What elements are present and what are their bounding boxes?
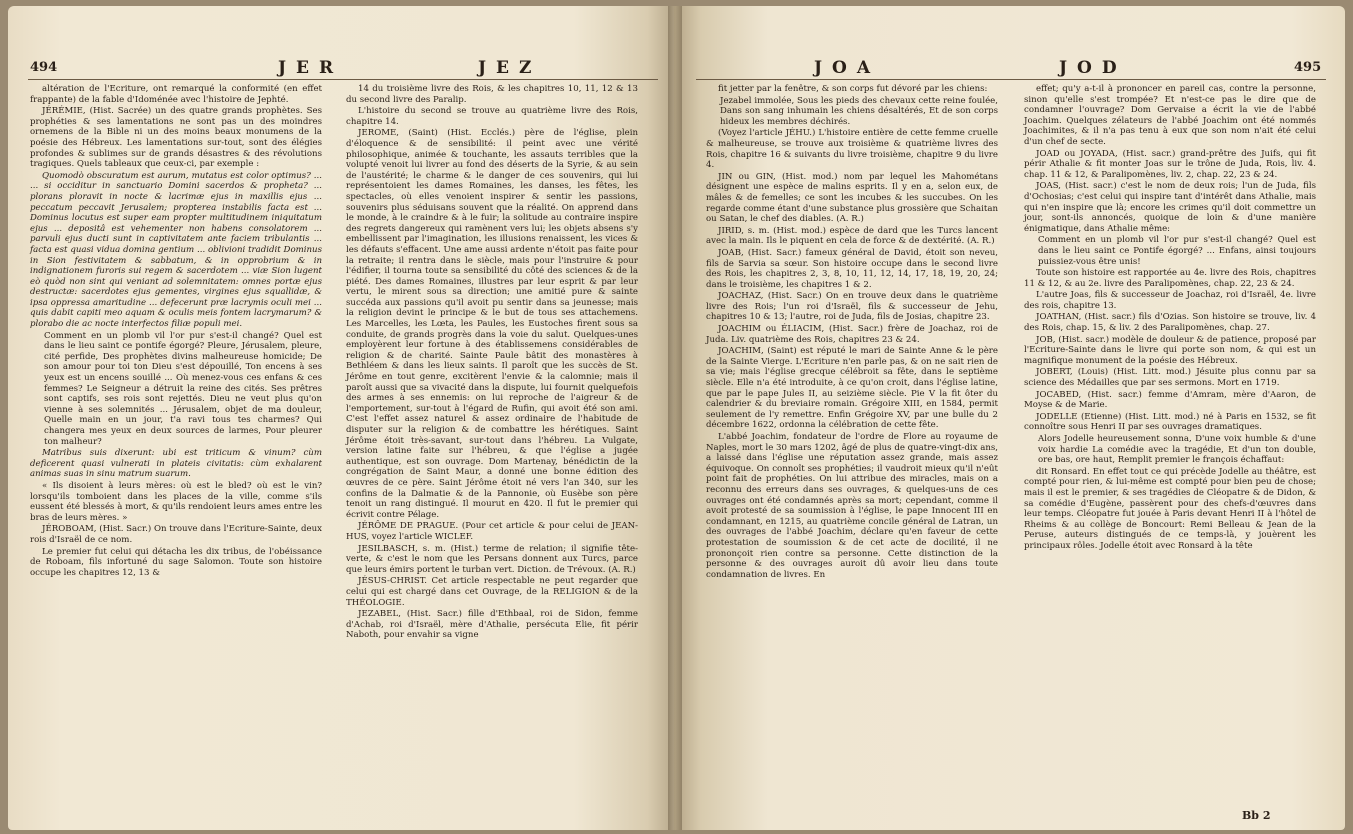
paragraph: JOACHIM, (Saint) est réputé le mari de Sainte Anne & le père de la Sainte Vierge. L'Ecriture n'en parle pas, & on ne sait rien de sa vie; mais l'église grecque célébroit sa fête, dans le septième siècle. Elle n'a été introduite, à ce qu'on croit, dans l'église latine, que par le pape Jules II, au seizième siècle. Pie V la fit ôter du calendrier & du breviaire romain. Grégoire XIII, en 1584, permit seulement de l'y remettre. Enfin Grégoire XV, par une bulle du 2 décembre 1622, ordonna la célébration de cette fête. bbox=[706, 346, 998, 431]
book-gutter bbox=[668, 6, 682, 830]
paragraph: L'autre Joas, fils & successeur de Joachaz, roi d'Israël, 4e. livre des rois, chapitre 13. bbox=[1024, 290, 1316, 311]
left-column-2 bbox=[346, 84, 638, 642]
book-spread bbox=[8, 6, 1345, 830]
right-running-head-2: JOD bbox=[1059, 58, 1127, 78]
paragraph: JÉROBOAM, (Hist. Sacr.) On trouve dans l'Ecriture-Sainte, deux rois d'Israël de ce nom. bbox=[30, 524, 322, 545]
paragraph: altération de l'Ecriture, ont remarqué la conformité (en effet frappante) de la fable d'Idoménée avec l'histoire de Jephté. bbox=[30, 84, 322, 105]
paragraph: fit jetter par la fenêtre, & son corps fut dévoré par les chiens: bbox=[718, 84, 988, 94]
paragraph: JOAD ou JOYADA, (Hist. sacr.) grand-prêtre des Juifs, qui fit périr Athalie & fit monter Joas sur le trône de Juda, Rois, liv. 4. chap. 11 & 12, & Paralipomènes, liv. 2, chap. 22, 23 & 24. bbox=[1024, 148, 1316, 180]
paragraph: Jezabel immolée, Sous les pieds des chevaux cette reine foulée, Dans son sang inhumain les chiens désaltérés, Et de son corps hideux les membres déchirés. bbox=[720, 95, 998, 127]
right-column-1 bbox=[706, 84, 998, 581]
paragraph: JEROME, (Saint) (Hist. Ecclés.) père de l'église, plein d'éloquence & de sensibilité: il peint avec une vérité philosophique, animée & touchante, les assauts terribles que la volupté venoit lui livrer au fond des déserts de la Syrie, & au sein de l'austérité; le charme & le danger de ces souvenirs, qui lui représentoient les dames Romaines, les danses, les fêtes, les spectacles, où elles venoient inspirer & sentir les passions, souvenirs plus séduisans souvent que la réalité. On apprend dans le monde, à le craindre & à le fuir; la solitude au contraire inspire des regrets dangereux qui ramènent vers lui; les objets absens s'y embellissent par l'imagination, les illusions renaissent, les vices & les défauts s'effacent. Une ame aussi ardente n'étoit pas faite pour la retraite; il rentra dans le siècle, mais pour l'instruire & pour l'édifier, il tourna toute sa sensibilité du côté des sciences & de la piété. Des dames Romaines, illustres par leur esprit & par leur vertu, le mirent sous sa direction; une amitié pure & sainte succéda aux passions qu'il avoit pu sentir dans sa jeunesse; mais la religion devint le principe & le but de tous ses attachemens. Les Marcelles, les Lœta, les Paules, les Eustoches firent sous sa conduite, de grands progrès dans la voie du salut. Quelques-unes employèrent leur fortune à des établissemens considérables de religion & de charité. Sainte Paule bâtit des monastères à Bethléem & dans les lieux saints. Il paroît que les succès de St. Jérôme en tout genre, excitèrent l'envie & la calomnie; mais il paroît aussi que sa vivacité dans la dispute, lui fournit quelquefois des armes à ses ennemis: on lui reproche de l'aigreur & de l'emportement, sur-tout à l'égard de Rufin, qui avoit été son ami. C'est l'effet assez naturel & assez ordinaire de l'habitude de disputer sur la religion & de combattre les hérétiques. Saint Jérôme étoit très-savant, sur-tout dans l'hébreu. La Vulgate, version latine faite sur l'hébreu, & que l'église a jugée authentique, est son ouvrage. Dom Martenay, bénédictin de la congrégation de Saint Maur, a donné une bonne édition des œuvres de ce père. Saint Jérôme étoit né vers l'an 340, sur les confins de la Dalmatie & de la Pannonie, où Eusèbe son père tenoit un rang distingué. Il mourut en 420. Il fut le premier qui écrivit contre Pélage. bbox=[346, 128, 638, 520]
paragraph: 14 du troisième livre des Rois, & les chapitres 10, 11, 12 & 13 du second livre des Paralip. bbox=[346, 84, 638, 105]
paragraph: JÉRÔME DE PRAGUE. (Pour cet article & pour celui de JEAN-HUS, voyez l'article WICLEF. bbox=[346, 521, 638, 542]
left-header-rule bbox=[28, 79, 658, 80]
paragraph: JOACHIM ou ÉLIACIM, (Hist. Sacr.) frère de Joachaz, roi de Juda. Liv. quatrième des Rois, chapitres 23 & 24. bbox=[706, 324, 998, 345]
paragraph: JOBERT, (Louis) (Hist. Litt. mod.) Jésuite plus connu par sa science des Médailles que par ses sermons. Mort en 1719. bbox=[1024, 367, 1316, 389]
paragraph: effet; qu'y a-t-il à prononcer en pareil cas, contre la personne, sinon qu'elle s'est trompée? Et n'est-ce pas le dire que de condamner l'ouvrage? Dom Gervaise a écrit la vie de l'abbé Joachim. Quelques zélateurs de l'abbé Joachim ont été nommés Joachimites, & il n'a pas tenu à eux que son nom n'ait été celui d'un chef de secte. bbox=[1024, 84, 1316, 147]
right-header-rule bbox=[696, 79, 1326, 80]
left-column-1 bbox=[30, 84, 322, 579]
right-running-head-1: JOA bbox=[814, 58, 881, 78]
signature-mark: Bb 2 bbox=[1242, 809, 1271, 822]
left-page-number: 494 bbox=[30, 60, 58, 75]
paragraph: JEZABEL, (Hist. Sacr.) fille d'Ethbaal, roi de Sidon, femme d'Achab, roi d'Israël, mère d'Athalie, persécuta Elie, fit périr Naboth, pour envahir sa vigne bbox=[346, 609, 638, 641]
paragraph: JOACHAZ, (Hist. Sacr.) On en trouve deux dans le quatrième livre des Rois; l'un roi d'Israël, fils & successeur de Jehu, chapitres 10 & 13; l'autre, roi de Juda, fils de Josias, chapitre 23. bbox=[706, 291, 998, 323]
paragraph: JOCABED, (Hist. sacr.) femme d'Amram, mère d'Aaron, de Moyse & de Marie. bbox=[1024, 389, 1316, 411]
paragraph: L'abbé Joachim, fondateur de l'ordre de Flore au royaume de Naples, mort le 30 mars 1202, âgé de plus de quatre-vingt-dix ans, a laissé dans l'église une réputation assez grande, mais assez équivoque. On connoît ses prophéties; il vaudroit mieux qu'il n'eût point fait de prophéties. On lui attribue des miracles, mais on a reconnu des erreurs dans ses ouvrages, & quelques-uns de ces ouvrages ont été condamnés après sa mort; cependant, comme il avoit protesté de sa soumission à l'église, le pape Innocent III en condamnant, en 1215, au quatrième concile général de Latran, un des ouvrages de l'abbé Joachim, déclare qu'en faveur de cette protestation de soumission & de cet acte de docilité, il ne prononçoit rien contre sa personne. Cette distinction de la personne & des ouvrages auroit dû avoir lieu dans toute condamnation de livres. En bbox=[706, 432, 998, 580]
paragraph: dit Ronsard. En effet tout ce qui précède Jodelle au théâtre, est compté pour rien, & lui-même est compté pour bien peu de chose; mais il est le premier, & ses tragédies de Cléopatre & de Didon, & sa comédie d'Eugène, passèrent pour des chefs-d'œuvres dans leur temps. Cléopatre fut jouée à Paris devant Henri II à l'hôtel de Rheims & au collège de Boncourt: Remi Belleau & Jean de la Peruse, auteurs distingués de ce temps-là, y jouèrent les principaux rôles. Jodelle étoit avec Ronsard à la tête bbox=[1024, 466, 1316, 551]
paragraph: Toute son histoire est rapportée au 4e. livre des Rois, chapitres 11 & 12, & au 2e. livre des Paralipomènes, chap. 22, 23 & 24. bbox=[1024, 268, 1316, 289]
paragraph: JÉRÉMIE, (Hist. Sacrée) un des quatre grands prophètes. Ses prophéties & ses lamentations ne sont pas un des moindres ornemens de la Bible ni un des moins beaux monumens de la poésie des Hébreux. Les lamentations sur-tout, sont des élégies profondes & sublimes sur de grands désastres & des révolutions tragiques. Quels tableaux que ceux-ci, par exemple : bbox=[30, 106, 322, 170]
paragraph: JOAS, (Hist. sacr.) c'est le nom de deux rois; l'un de Juda, fils d'Ochosias; c'est celui qui inspire tant d'intérêt dans Athalie, mais qui n'en inspire que là; encore les crimes qu'il doit commettre un jour, sont-ils annoncés, quoique de loin & d'une manière énigmatique, dans Athalie même: bbox=[1024, 181, 1316, 234]
paragraph: (Voyez l'article JÉHU.) L'histoire entière de cette femme cruelle & malheureuse, se trouve aux troisième & quatrième livres des Rois, chapitre 16 & suivants du livre troisième, chapitre 9 du livre 4. bbox=[706, 128, 998, 171]
paragraph: JOB, (Hist. sacr.) modèle de douleur & de patience, proposé par l'Ecriture-Sainte dans le livre qui porte son nom, & qui est un magnifique monument de la poésie des Hébreux. bbox=[1024, 334, 1316, 366]
paragraph: Matribus suis dixerunt: ubi est triticum & vinum? cùm deficerent quasi vulnerati in plateis civitatis: cùm exhalarent animas suas in sinu matrum suarum. bbox=[30, 448, 322, 480]
paragraph: Le premier fut celui qui détacha les dix tribus, de l'obéissance de Roboam, fils infortuné du sage Salomon. Toute son histoire occupe les chapitres 12, 13 & bbox=[30, 546, 322, 578]
right-page bbox=[674, 6, 1345, 830]
paragraph: JESILBASCH, s. m. (Hist.) terme de relation; il signifie tête-verte, & c'est le nom que les Persans donnent aux Turcs, parce que leurs émirs portent le turban vert. Diction. de Trévoux. (A. R.) bbox=[346, 543, 638, 575]
paragraph: Quomodò obscuratum est aurum, mutatus est color optimus? ... ... si occiditur in sanctuario Domini sacerdos & propheta? ... plorans ploravit in nocte & lacrimæ ejus in maxillis ejus ... peccatum peccavit Jerusalem; propterea instabilis facta est ... Dominus locutus est super eam propter multitudinem iniquitatum ejus ... depositâ est vehementer non habens consolatorem ... parvuli ejus ducti sunt in captivitatem ante faciem tribulantis ... facta est quasi vidua domina gentium ... oblivioni tradidit Dominus in Sion festivitatem & sabbatum, & in opprobrium & in indignationem furoris sui regem & sacerdotem ... viæ Sion lugent eò quòd non sint qui veniant ad solemnitatem: omnes portæ ejus destructæ: sacerdotes ejus gementes, virgines ejus squallidæ, & ipsa oppressa amaritudine ... defecerunt præ lacrymis oculi mei ... quis dabit capiti meo aquam & oculis meis fontem lacrymarum? & plorabo die ac nocte interfectos filiæ populi mei. bbox=[30, 170, 322, 330]
paragraph: Alors Jodelle heureusement sonna, D'une voix humble & d'une voix hardie La comédie avec la tragédie, Et d'un ton double, ore bas, ore haut, Remplit premier le françois échaffaut: bbox=[1038, 434, 1316, 466]
paragraph: « Ils disoient à leurs mères: où est le bled? où est le vin? lorsqu'ils tomboient dans les places de la ville, comme s'ils eussent été blessés à mort, & qu'ils rendoient leurs ames entre les bras de leurs mères. » bbox=[30, 480, 322, 523]
paragraph: JIN ou GIN, (Hist. mod.) nom par lequel les Mahométans désignent une espèce de malins esprits. Il y en a, selon eux, de mâles & de femelles; ce sont les incubes & les succubes. On les regarde comme étant d'une substance plus grossière que Schaitan ou Satan, le chef des diables. (A. R.) bbox=[706, 171, 998, 225]
right-column-2 bbox=[1024, 84, 1316, 553]
paragraph: JODELLE (Etienne) (Hist. Litt. mod.) né à Paris en 1532, se fit connoître sous Henri II par ses ouvrages dramatiques. bbox=[1024, 411, 1316, 433]
right-page-number: 495 bbox=[1294, 60, 1322, 75]
left-running-head-1: JER bbox=[278, 58, 344, 78]
paragraph: Comment en un plomb vil l'or pur s'est-il changé? Quel est dans le lieu saint ce Pontife égorgé? ... Enfans, ainsi toujours puissiez-vous être unis! bbox=[1038, 235, 1316, 267]
paragraph: L'histoire du second se trouve au quatrième livre des Rois, chapitre 14. bbox=[346, 106, 638, 127]
paragraph: Comment en un plomb vil l'or pur s'est-il changé? Quel est dans le lieu saint ce pontife égorgé? Pleure, Jérusalem, pleure, cité perfide, Des prophètes divins malheureuse homicide; De son amour pour toi ton Dieu s'est dépouillé, Ton encens à ses yeux est un encens souillé ... Où menez-vous ces enfans & ces femmes? Le Seigneur a détruit la reine des cités. Ses prêtres sont captifs, ses rois sont rejettés. Dieu ne veut plus qu'on vienne à ses solemnités ... Jérusalem, objet de ma douleur, Quelle main en un jour, t'a ravi tous tes charmes? Qui changera mes yeux en deux sources de larmes, Pour pleurer ton malheur? bbox=[44, 330, 322, 447]
paragraph: JOAB, (Hist. Sacr.) fameux général de David, étoit son neveu, fils de Sarvia sa sœur. Son histoire occupe dans le second livre des Rois, les chapitres 2, 3, 8, 10, 11, 12, 14, 17, 18, 19, 20, 24; dans le troisième, les chapitres 1 & 2. bbox=[706, 247, 998, 290]
paragraph: JOATHAN, (Hist. sacr.) fils d'Ozias. Son histoire se trouve, liv. 4 des Rois, chap. 15, & liv. 2 des Paralipomènes, chap. 27. bbox=[1024, 312, 1316, 334]
paragraph: JÉSUS-CHRIST. Cet article respectable ne peut regarder que celui qui est chargé dans cet Ouvrage, de la RELIGION & de la THÉOLOGIE. bbox=[346, 576, 638, 608]
left-page bbox=[8, 6, 674, 830]
paragraph: JIRID, s. m. (Hist. mod.) espèce de dard que les Turcs lancent avec la main. Ils le piquent en cela de force & de dextérité. (A. R.) bbox=[706, 225, 998, 247]
left-running-head-2: JEZ bbox=[478, 58, 542, 78]
